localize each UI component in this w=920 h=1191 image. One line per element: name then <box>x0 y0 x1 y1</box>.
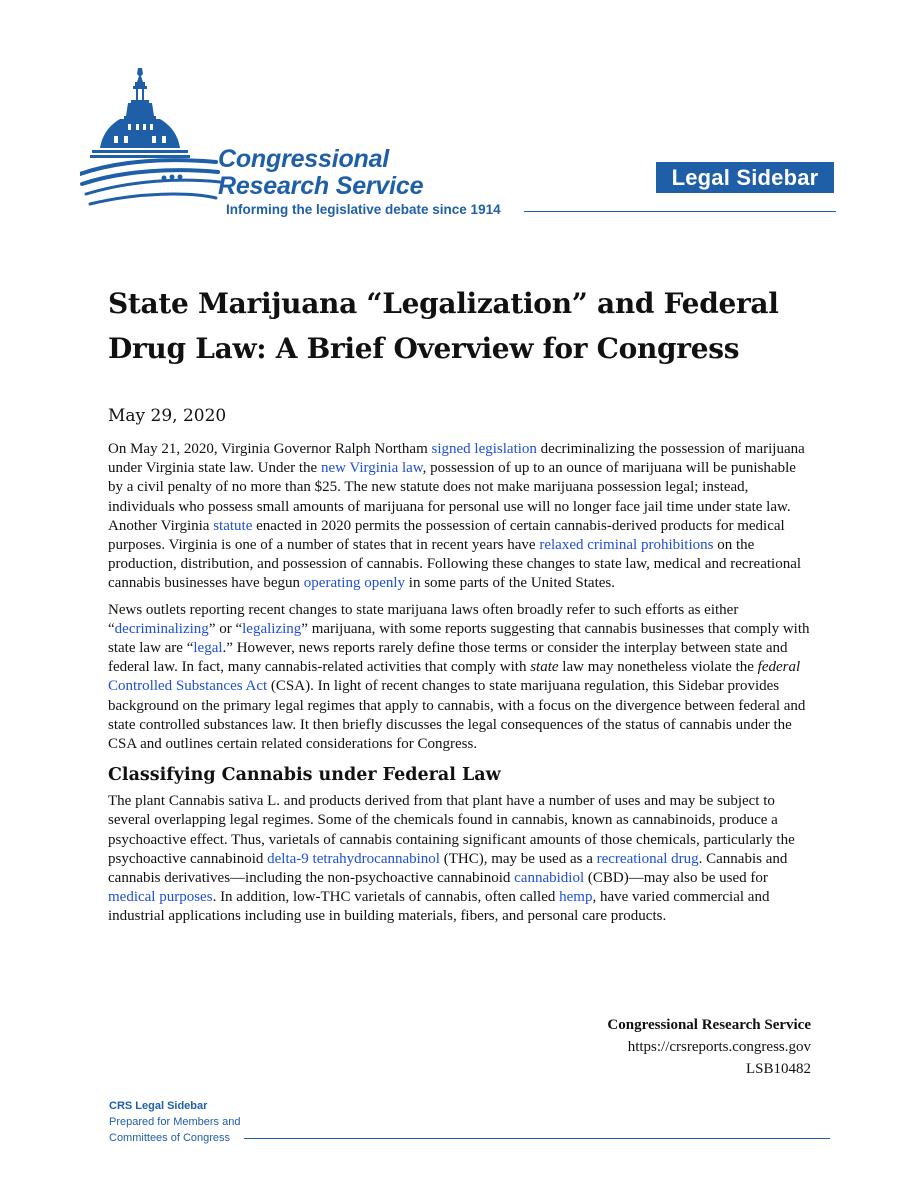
paragraph-intro <box>108 440 812 594</box>
text-run: , possession of up to an ounce of marijuana will be punishable by a civil penalty of no more than $25. The new statute does not make marijuana possession legal; instead, individuals who possess small amounts of marijuana for personal use will no longer face jail time under state law. Another Virginia <box>108 460 796 534</box>
publication-date: May 29, 2020 <box>108 406 227 426</box>
link-recreational-drug[interactable]: recreational drug <box>596 850 699 867</box>
text-run: News outlets reporting recent changes to state marijuana laws often broadly refer to such efforts as either “ <box>108 601 739 637</box>
tagline: Informing the legislative debate since 1914 <box>226 202 501 217</box>
credit-line-1: Prepared for Members and <box>109 1116 241 1128</box>
link-cannabidiol[interactable]: cannabidiol <box>514 870 585 887</box>
link-thc[interactable]: delta-9 tetrahydrocannabinol <box>267 850 440 867</box>
org-name-line1: Congressional <box>218 145 390 173</box>
report-code: LSB10482 <box>745 1061 811 1077</box>
org-name-line2: Research Service <box>218 172 424 200</box>
text-run: enacted in 2020 permits the possession of certain cannabis-derived products for medical purposes. Virginia is one of a number of states that in recent years have <box>108 517 785 554</box>
text-run: in some parts of the United States. <box>405 575 615 592</box>
crs-wordmark <box>218 146 423 200</box>
emphasis-federal: federal <box>757 659 801 676</box>
text-run: (THC), may be used as a <box>439 850 597 867</box>
section-heading: Classifying Cannabis under Federal Law <box>108 765 501 786</box>
credit-product-name: CRS Legal Sidebar <box>109 1100 208 1112</box>
text-run: . In addition, low-THC varietals of cannabis, often called <box>212 889 560 906</box>
emphasis-state: state <box>530 659 559 676</box>
legal-sidebar-badge: Legal Sidebar <box>656 162 834 193</box>
header-divider <box>524 211 836 212</box>
text-run: . Cannabis and cannabis derivatives—including the non-psychoactive cannabinoid <box>108 850 788 887</box>
document-title: State Marijuana “Legalization” and Federal Drug Law: A Brief Overview for Congress <box>108 287 779 365</box>
credit-line-2: Committees of Congress <box>109 1132 231 1144</box>
text-run: ” or “ <box>208 620 243 637</box>
link-medical-purposes[interactable]: medical purposes <box>108 889 213 906</box>
link-signed-legislation[interactable]: signed legislation <box>431 441 537 457</box>
text-run: , have varied commercial and industrial applications including use in building materials, fibers, and personal care products. <box>108 889 770 925</box>
footer-url[interactable]: https://crsreports.congress.gov <box>627 1039 811 1055</box>
crs-footer-info <box>450 1014 811 1080</box>
text-run: law may nonetheless violate the <box>558 659 758 676</box>
text-run: On May 21, 2020, Virginia Governor Ralph Northam <box>108 441 432 457</box>
footer-org-name: Congressional Research Service <box>607 1017 811 1033</box>
link-new-virginia-law[interactable]: new Virginia law <box>320 460 423 477</box>
link-decriminalizing[interactable]: decriminalizing <box>114 620 209 637</box>
text-run: (CBD)—may also be used for <box>584 870 768 887</box>
link-operating-openly[interactable]: operating openly <box>303 575 406 592</box>
text-run: decriminalizing the possession of marijuana under Virginia state law. Under the <box>108 441 805 477</box>
link-hemp[interactable]: hemp <box>559 889 593 906</box>
link-legal[interactable]: legal <box>193 640 223 657</box>
bottom-credit <box>109 1098 240 1146</box>
text-run: on the production, distribution, and possession of cannabis. Following these changes to state law, medical and recreational cannabis businesses have begun <box>108 537 802 592</box>
link-relaxed-criminal-prohibitions[interactable]: relaxed criminal prohibitions <box>539 537 714 554</box>
link-statute[interactable]: statute <box>213 517 253 534</box>
link-controlled-substances-act[interactable]: Controlled Substances Act <box>108 678 268 695</box>
text-run: The plant Cannabis sativa L. and products derived from that plant have a number of uses and may be subject to several overlapping legal regimes. Some of the chemicals found in cannabis, known as cannabinoids, produce a psychoactive effect. Thus, varietals of cannabis containing significant amounts of those chemicals, particularly the psychoactive cannabinoid <box>108 793 795 867</box>
paragraph-news-outlets <box>108 601 812 755</box>
document-body <box>108 440 812 934</box>
text-run: (CSA). In light of recent changes to state marijuana regulation, this Sidebar provides background on the primary legal regimes that apply to cannabis, with a focus on the divergence between federal and state controlled substances law. It then briefly discusses the legal consequences of the status of cannabis under the CSA and outlines certain related considerations for Congress. <box>108 678 806 753</box>
footer-divider <box>244 1138 830 1139</box>
paragraph-classifying <box>108 792 812 926</box>
link-legalizing[interactable]: legalizing <box>242 620 302 637</box>
text-run: ” marijuana, with some reports suggesting that cannabis businesses that comply with state law are “ <box>108 620 810 657</box>
text-run: .” However, news reports rarely define those terms or consider the interplay between state and federal law. In fact, many cannabis-related activities that comply with <box>108 640 788 676</box>
